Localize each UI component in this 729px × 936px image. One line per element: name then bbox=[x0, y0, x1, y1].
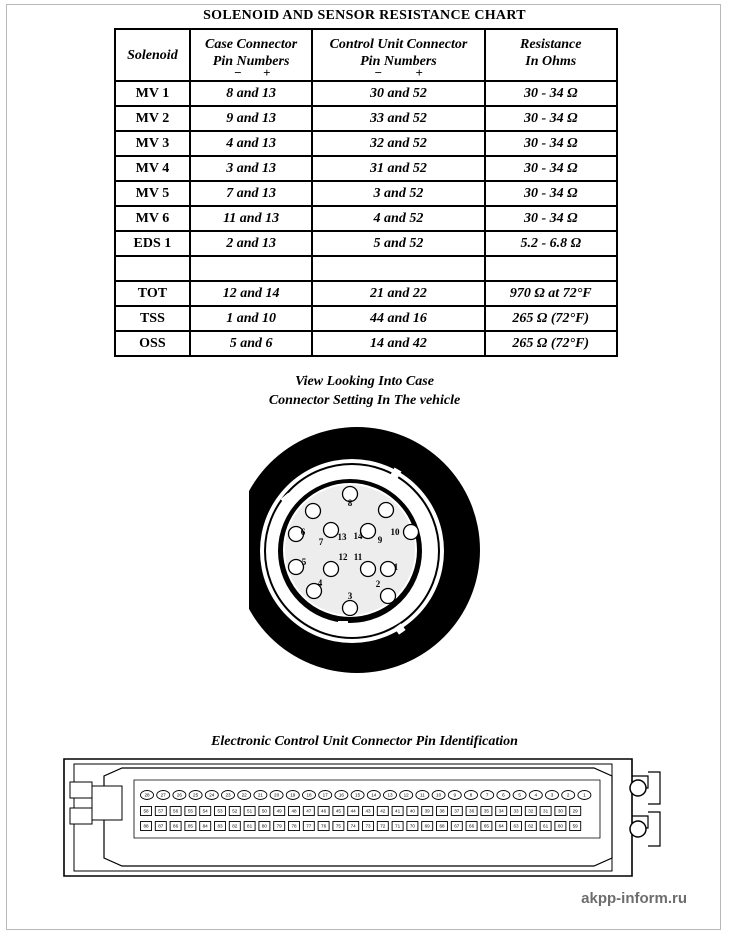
ecu-pin-label: 59 bbox=[572, 823, 578, 829]
case-view-caption-line1: View Looking Into Case bbox=[295, 374, 434, 389]
cell-control-pins: 30 and 52 bbox=[312, 81, 484, 106]
ecu-pin-label: 76 bbox=[321, 823, 327, 829]
ecu-pin-label: 69 bbox=[424, 823, 430, 829]
ecu-pin-label: 78 bbox=[291, 823, 297, 829]
ecu-pin-label: 52 bbox=[232, 808, 238, 814]
ecu-pin-label: 56 bbox=[173, 808, 179, 814]
ecu-pin-label: 36 bbox=[469, 808, 475, 814]
ecu-pin-label: 62 bbox=[528, 823, 534, 829]
cell-solenoid: TOT bbox=[115, 281, 190, 306]
ecu-pin-label: 39 bbox=[424, 808, 430, 814]
ecu-pin-label: 22 bbox=[241, 792, 247, 798]
ecu-pin-label: 74 bbox=[350, 823, 356, 829]
ecu-pin-label: 31 bbox=[543, 808, 549, 814]
case-pin-label: 6 bbox=[300, 527, 306, 538]
ecu-pin-label: 80 bbox=[261, 823, 267, 829]
ecu-pin-label: 58 bbox=[143, 808, 149, 814]
ecu-pin-label: 53 bbox=[217, 808, 223, 814]
ecu-pin-label: 60 bbox=[557, 823, 563, 829]
ecu-pin-label: 54 bbox=[202, 808, 208, 814]
cell-solenoid: MV 2 bbox=[115, 106, 190, 131]
cell-resistance: 30 - 34 Ω bbox=[485, 156, 617, 181]
case-pin-label: 4 bbox=[317, 578, 323, 589]
case-view-caption-line2: Connector Setting In The vehicle bbox=[268, 393, 461, 408]
ecu-pin-label: 75 bbox=[335, 823, 341, 829]
cell-case-pins: 1 and 10 bbox=[190, 306, 313, 331]
case-pin-label: 8 bbox=[347, 498, 353, 509]
ecu-pin-label: 82 bbox=[232, 823, 238, 829]
ecu-pin-label: 4 bbox=[534, 792, 538, 798]
header-solenoid: Solenoid bbox=[115, 29, 190, 81]
ecu-pin-label: 6 bbox=[502, 792, 505, 798]
case-pin bbox=[324, 562, 339, 577]
cell-case-pins: 5 and 6 bbox=[190, 331, 313, 356]
case-pin bbox=[343, 601, 358, 616]
ecu-pin-label: 77 bbox=[306, 823, 312, 829]
case-pin bbox=[381, 589, 396, 604]
cell-resistance: 30 - 34 Ω bbox=[485, 106, 617, 131]
cell-solenoid: MV 6 bbox=[115, 206, 190, 231]
cell-control-pins: 5 and 52 bbox=[312, 231, 484, 256]
case-pin-label: 3 bbox=[347, 591, 353, 602]
ecu-pin-label: 3 bbox=[550, 792, 554, 798]
ecu-pin-label: 48 bbox=[291, 808, 297, 814]
case-pin-label: 9 bbox=[377, 535, 383, 546]
ecu-pin-label: 79 bbox=[276, 823, 282, 829]
ecu-pin-label: 85 bbox=[187, 823, 193, 829]
ecu-pin-label: 55 bbox=[187, 808, 193, 814]
chart-title: SOLENOID AND SENSOR RESISTANCE CHART bbox=[203, 8, 526, 23]
ecu-caption: Electronic Control Unit Connector Pin Identification bbox=[211, 734, 518, 749]
ecu-pin-label: 30 bbox=[557, 808, 563, 814]
ecu-pin-label: 37 bbox=[454, 808, 460, 814]
cell-control-pins: 3 and 52 bbox=[312, 181, 484, 206]
cell-solenoid: TSS bbox=[115, 306, 190, 331]
ecu-connector bbox=[64, 759, 660, 876]
ecu-pin-label: 25 bbox=[193, 792, 199, 798]
ecu-pin-label: 66 bbox=[469, 823, 475, 829]
ecu-pin-label: 2 bbox=[566, 792, 570, 798]
ecu-pin-label: 16 bbox=[338, 792, 344, 798]
cell-solenoid: OSS bbox=[115, 331, 190, 356]
cell-resistance: 30 - 34 Ω bbox=[485, 81, 617, 106]
ecu-pin-label: 14 bbox=[371, 792, 377, 798]
ecu-pin-label: 50 bbox=[261, 808, 267, 814]
ecu-pin-label: 15 bbox=[355, 792, 361, 798]
case-pin bbox=[361, 524, 376, 539]
case-pin bbox=[306, 504, 321, 519]
ecu-pin-label: 67 bbox=[454, 823, 460, 829]
cell-control-pins: 21 and 22 bbox=[312, 281, 484, 306]
cell-control-pins: 31 and 52 bbox=[312, 156, 484, 181]
cell-control-pins: 14 and 42 bbox=[312, 331, 484, 356]
ecu-pin-label: 27 bbox=[160, 792, 166, 798]
connector-key bbox=[423, 545, 432, 557]
case-pin-label: 2 bbox=[375, 579, 381, 590]
ecu-pin-label: 84 bbox=[202, 823, 208, 829]
ecu-pin-label: 32 bbox=[528, 808, 534, 814]
ecu-pin-label: 7 bbox=[485, 792, 489, 798]
case-connector bbox=[234, 427, 480, 673]
ecu-left-tab bbox=[70, 782, 92, 798]
ecu-pin-label: 33 bbox=[513, 808, 519, 814]
ecu-left-latch bbox=[92, 786, 122, 820]
ecu-pin-label: 87 bbox=[158, 823, 164, 829]
ecu-pin-label: 21 bbox=[257, 792, 263, 798]
case-pin bbox=[361, 562, 376, 577]
cell-solenoid: MV 1 bbox=[115, 81, 190, 106]
cell-case-pins: 3 and 13 bbox=[190, 156, 313, 181]
ecu-pin-label: 40 bbox=[409, 808, 415, 814]
case-pin bbox=[404, 525, 419, 540]
ecu-pin-label: 61 bbox=[543, 823, 549, 829]
cell-case-pins: 7 and 13 bbox=[190, 181, 313, 206]
cell-case-pins: 9 and 13 bbox=[190, 106, 313, 131]
ecu-pin-label: 57 bbox=[158, 808, 164, 814]
ecu-pin-label: 18 bbox=[306, 792, 312, 798]
ecu-pin-label: 29 bbox=[572, 808, 578, 814]
ecu-pin-label: 41 bbox=[395, 808, 401, 814]
ecu-pin-label: 9 bbox=[453, 792, 457, 798]
case-pin-label: 14 bbox=[353, 531, 363, 542]
ecu-pin-label: 44 bbox=[350, 808, 356, 814]
cell-case-pins: 2 and 13 bbox=[190, 231, 313, 256]
case-pin-label: 5 bbox=[301, 557, 307, 568]
ecu-pin-label: 8 bbox=[469, 792, 473, 798]
cell-resistance: 970 Ω at 72°F bbox=[485, 281, 617, 306]
ecu-pin-label: 86 bbox=[173, 823, 179, 829]
cell-resistance: 30 - 34 Ω bbox=[485, 181, 617, 206]
ecu-pin-label: 20 bbox=[274, 792, 280, 798]
cell-control-pins: 33 and 52 bbox=[312, 106, 484, 131]
ecu-housing bbox=[64, 759, 632, 876]
ecu-right-clip bbox=[648, 772, 660, 804]
polarity-signs: − + bbox=[234, 65, 271, 80]
ecu-pin-label: 11 bbox=[420, 792, 425, 798]
cell-resistance: 265 Ω (72°F) bbox=[485, 306, 617, 331]
ecu-right-screw bbox=[630, 821, 646, 837]
ecu-right-clip bbox=[648, 812, 660, 846]
ecu-pin-label: 46 bbox=[321, 808, 327, 814]
cell-resistance: 30 - 34 Ω bbox=[485, 206, 617, 231]
ecu-pin-label: 10 bbox=[436, 792, 442, 798]
header-control-unit-connector: Control Unit Connector Pin Numbers − + bbox=[312, 29, 484, 81]
ecu-pin-label: 17 bbox=[322, 792, 328, 798]
ecu-pin-label: 65 bbox=[483, 823, 489, 829]
ecu-right-screw bbox=[630, 780, 646, 796]
ecu-pin-label: 49 bbox=[276, 808, 282, 814]
header-resistance: Resistance In Ohms bbox=[485, 29, 617, 81]
ecu-pin-label: 71 bbox=[395, 823, 401, 829]
cell-solenoid: MV 4 bbox=[115, 156, 190, 181]
cell-case-pins: 4 and 13 bbox=[190, 131, 313, 156]
case-pin-label: 13 bbox=[337, 532, 347, 543]
ecu-pin-label: 64 bbox=[498, 823, 504, 829]
ecu-pin-label: 38 bbox=[439, 808, 445, 814]
ecu-pin-label: 34 bbox=[498, 808, 504, 814]
cell-case-pins: 8 and 13 bbox=[190, 81, 313, 106]
cell-solenoid: MV 5 bbox=[115, 181, 190, 206]
cell-case-pins: 11 and 13 bbox=[190, 206, 313, 231]
ecu-pin-label: 42 bbox=[380, 808, 386, 814]
case-pin-label: 10 bbox=[390, 527, 400, 538]
ecu-pin-label: 63 bbox=[513, 823, 519, 829]
ecu-pin-label: 5 bbox=[518, 792, 521, 798]
ecu-pin-label: 73 bbox=[365, 823, 371, 829]
ecu-pin-label: 88 bbox=[143, 823, 149, 829]
case-pin-label: 1 bbox=[393, 562, 399, 573]
ecu-pin-label: 72 bbox=[380, 823, 386, 829]
ecu-pin-label: 28 bbox=[144, 792, 150, 798]
header-case-connector: Case Connector Pin Numbers − + bbox=[190, 29, 313, 81]
ecu-pin-label: 51 bbox=[247, 808, 253, 814]
ecu-pin-label: 23 bbox=[225, 792, 231, 798]
watermark: akpp-inform.ru bbox=[581, 890, 687, 907]
ecu-pin-label: 45 bbox=[335, 808, 341, 814]
cell-resistance: 265 Ω (72°F) bbox=[485, 331, 617, 356]
ecu-pin-label: 68 bbox=[439, 823, 445, 829]
ecu-pin-label: 26 bbox=[176, 792, 182, 798]
case-pin bbox=[324, 523, 339, 538]
ecu-pin-label: 47 bbox=[306, 808, 312, 814]
case-pin-label: 11 bbox=[353, 552, 363, 563]
ecu-pin-label: 43 bbox=[365, 808, 371, 814]
cell-solenoid: MV 3 bbox=[115, 131, 190, 156]
ecu-pin-label: 13 bbox=[387, 792, 393, 798]
ecu-left-tab bbox=[70, 808, 92, 824]
ecu-pin-label: 19 bbox=[290, 792, 296, 798]
cell-case-pins: 12 and 14 bbox=[190, 281, 313, 306]
polarity-signs: − + bbox=[374, 65, 423, 80]
ecu-pin-label: 83 bbox=[217, 823, 223, 829]
cell-solenoid: EDS 1 bbox=[115, 231, 190, 256]
case-pin-label: 7 bbox=[318, 537, 324, 548]
ecu-pin-label: 1 bbox=[583, 792, 586, 798]
ecu-pin-label: 81 bbox=[247, 823, 253, 829]
cell-control-pins: 32 and 52 bbox=[312, 131, 484, 156]
cell-resistance: 30 - 34 Ω bbox=[485, 131, 617, 156]
case-pin bbox=[379, 503, 394, 518]
cell-resistance: 5.2 - 6.8 Ω bbox=[485, 231, 617, 256]
ecu-pin-label: 12 bbox=[403, 792, 409, 798]
cell-control-pins: 44 and 16 bbox=[312, 306, 484, 331]
ecu-pin-label: 70 bbox=[409, 823, 415, 829]
case-pin-label: 12 bbox=[338, 552, 348, 563]
connector-key bbox=[338, 621, 348, 629]
ecu-pin-label: 24 bbox=[209, 792, 215, 798]
cell-control-pins: 4 and 52 bbox=[312, 206, 484, 231]
ecu-pin-label: 35 bbox=[483, 808, 489, 814]
